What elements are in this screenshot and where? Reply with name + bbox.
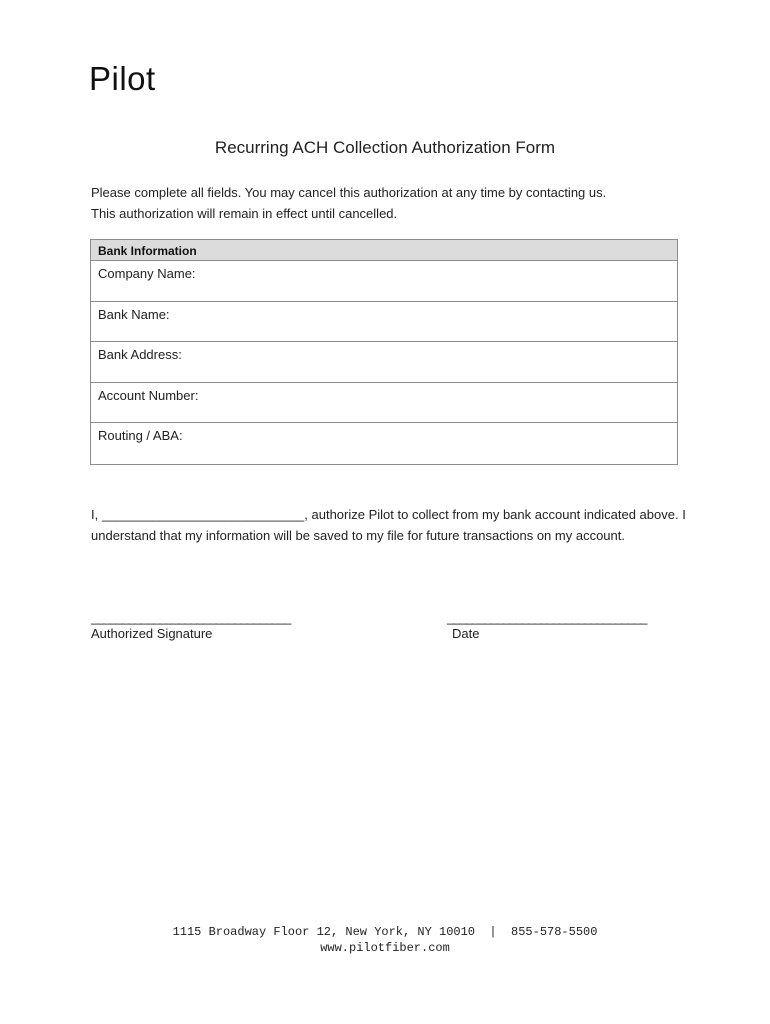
instructions-line-2: This authorization will remain in effect until cancelled. bbox=[91, 206, 398, 221]
bank-information-table bbox=[90, 239, 678, 465]
date-line[interactable]: ________________________________ bbox=[447, 610, 647, 625]
authorization-statement: I, ____________________________, authorize Pilot to collect from my bank account indicated above. I understand that my information will be saved to my file for future transactions on my account. bbox=[91, 507, 686, 543]
bank-address-field[interactable]: Bank Address: bbox=[91, 342, 677, 383]
signature-line[interactable]: ________________________________ bbox=[91, 610, 291, 625]
footer-website[interactable]: www.pilotfiber.com bbox=[320, 941, 450, 955]
routing-aba-field[interactable]: Routing / ABA: bbox=[98, 428, 183, 443]
pilot-logo: Pilot bbox=[89, 60, 156, 97]
authorized-signature-label: Authorized Signature bbox=[91, 626, 213, 641]
company-name-field[interactable]: Company Name: bbox=[91, 261, 677, 302]
account-number-field[interactable]: Account Number: bbox=[91, 383, 677, 424]
date-label: Date bbox=[452, 626, 480, 641]
form-title: Recurring ACH Collection Authorization Form bbox=[214, 138, 556, 157]
instructions-line-1: Please complete all fields. You may cancel this authorization at any time by contacting us. bbox=[91, 185, 607, 200]
page-footer bbox=[0, 924, 770, 956]
form-instructions bbox=[91, 182, 691, 224]
footer-address: 1115 Broadway Floor 12, New York, NY 10010 | 855-578-5500 bbox=[172, 925, 598, 939]
bank-information-header: Bank Information bbox=[91, 240, 677, 261]
bank-name-field[interactable]: Bank Name: bbox=[91, 302, 677, 343]
